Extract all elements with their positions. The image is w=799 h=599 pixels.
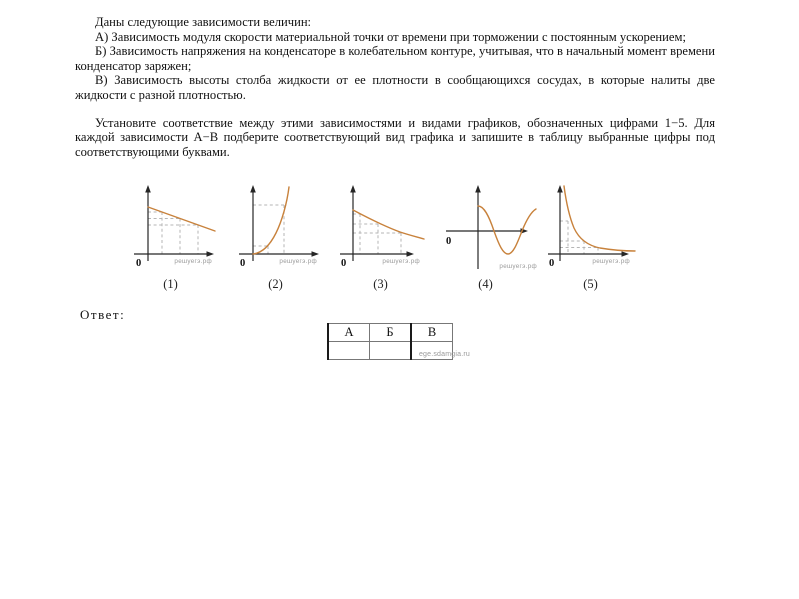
axes xyxy=(446,185,528,269)
graph-label-3: (3) xyxy=(373,277,388,291)
graph-1-plot xyxy=(118,183,223,271)
curve-linear-decreasing xyxy=(148,207,215,231)
curve-quadratic-increasing xyxy=(253,187,289,254)
graph-3 xyxy=(328,183,433,292)
task-text: Установите соответствие между этими зависимостями и видами графиков, обозначенных цифрами 1−5. Для каждой зависимости А−В подберите соответствующий вид графика и запишите в таблицу выбранные цифры под соответствующими буквами. xyxy=(75,115,715,159)
answer-label: Ответ: xyxy=(80,307,126,322)
axes xyxy=(134,185,214,261)
answer-table-wrap xyxy=(327,323,470,360)
x-axis-arrow-icon xyxy=(207,251,215,257)
axes xyxy=(239,185,319,261)
y-axis-arrow-icon xyxy=(557,185,563,193)
answer-header-row xyxy=(328,324,453,342)
dependency-item-a: А) Зависимость модуля скорости материальной точки от времени при торможении с постоянным ускорением; xyxy=(95,29,686,44)
y-axis-arrow-icon xyxy=(475,185,481,193)
x-axis-arrow-icon xyxy=(312,251,320,257)
graph-3-plot xyxy=(328,183,433,271)
plot-watermark: решуегэ.рф xyxy=(174,258,212,265)
graph-label-5: (5) xyxy=(583,277,598,291)
graph-label-1: (1) xyxy=(163,277,178,291)
graph-label-2: (2) xyxy=(268,277,283,291)
graph-2 xyxy=(223,183,328,292)
problem-statement xyxy=(75,15,715,159)
axes xyxy=(340,185,414,261)
y-axis-arrow-icon xyxy=(250,185,256,193)
intro-text: Даны следующие зависимости величин: xyxy=(95,15,312,29)
answer-section xyxy=(80,306,740,378)
answer-cell-a xyxy=(328,342,370,360)
graph-label-4: (4) xyxy=(478,277,493,291)
plot-watermark: решуегэ.рф xyxy=(499,263,537,270)
guide-dashes xyxy=(353,214,401,254)
guide-dashes xyxy=(253,205,284,254)
plot-watermark: решуегэ.рф xyxy=(279,258,317,265)
origin-label: 0 xyxy=(446,236,452,247)
answer-header-v: В xyxy=(411,324,453,342)
dependency-item-b: Б) Зависимость напряжения на конденсаторе в колебательном контуре, учитывая, что в начальный момент времени конденсатор заряжен; xyxy=(75,44,715,73)
graph-2-plot xyxy=(223,183,328,271)
graph-5 xyxy=(538,183,643,292)
answer-header-a: А xyxy=(328,324,370,342)
x-axis-arrow-icon xyxy=(407,251,415,257)
answer-cell-b xyxy=(370,342,412,360)
curve-cosine-oscillation xyxy=(478,206,536,254)
graph-4-plot xyxy=(433,183,538,271)
graph-5-plot xyxy=(538,183,643,271)
x-axis-arrow-icon xyxy=(622,251,630,257)
y-axis-arrow-icon xyxy=(350,185,356,193)
guide-dashes xyxy=(148,212,198,254)
origin-label: 0 xyxy=(136,258,142,269)
plot-watermark: решуегэ.рф xyxy=(592,258,630,265)
graph-1 xyxy=(118,183,223,292)
dependency-item-v: В) Зависимость высоты столба жидкости от ее плотности в сообщающихся сосудах, в которые налиты две жидкости с разной плотностью. xyxy=(75,73,715,102)
origin-label: 0 xyxy=(240,258,246,269)
origin-label: 0 xyxy=(549,258,555,269)
table-watermark: ege.sdamgia.ru xyxy=(418,351,470,358)
curve-exponential-decay xyxy=(353,210,424,239)
curve-inverse-decay xyxy=(564,186,635,251)
guide-dashes xyxy=(560,221,598,254)
y-axis-arrow-icon xyxy=(145,185,151,193)
origin-label: 0 xyxy=(341,258,347,269)
graph-4 xyxy=(433,183,538,292)
plot-watermark: решуегэ.рф xyxy=(382,258,420,265)
graphs-row xyxy=(118,183,643,292)
answer-header-b: Б xyxy=(370,324,412,342)
